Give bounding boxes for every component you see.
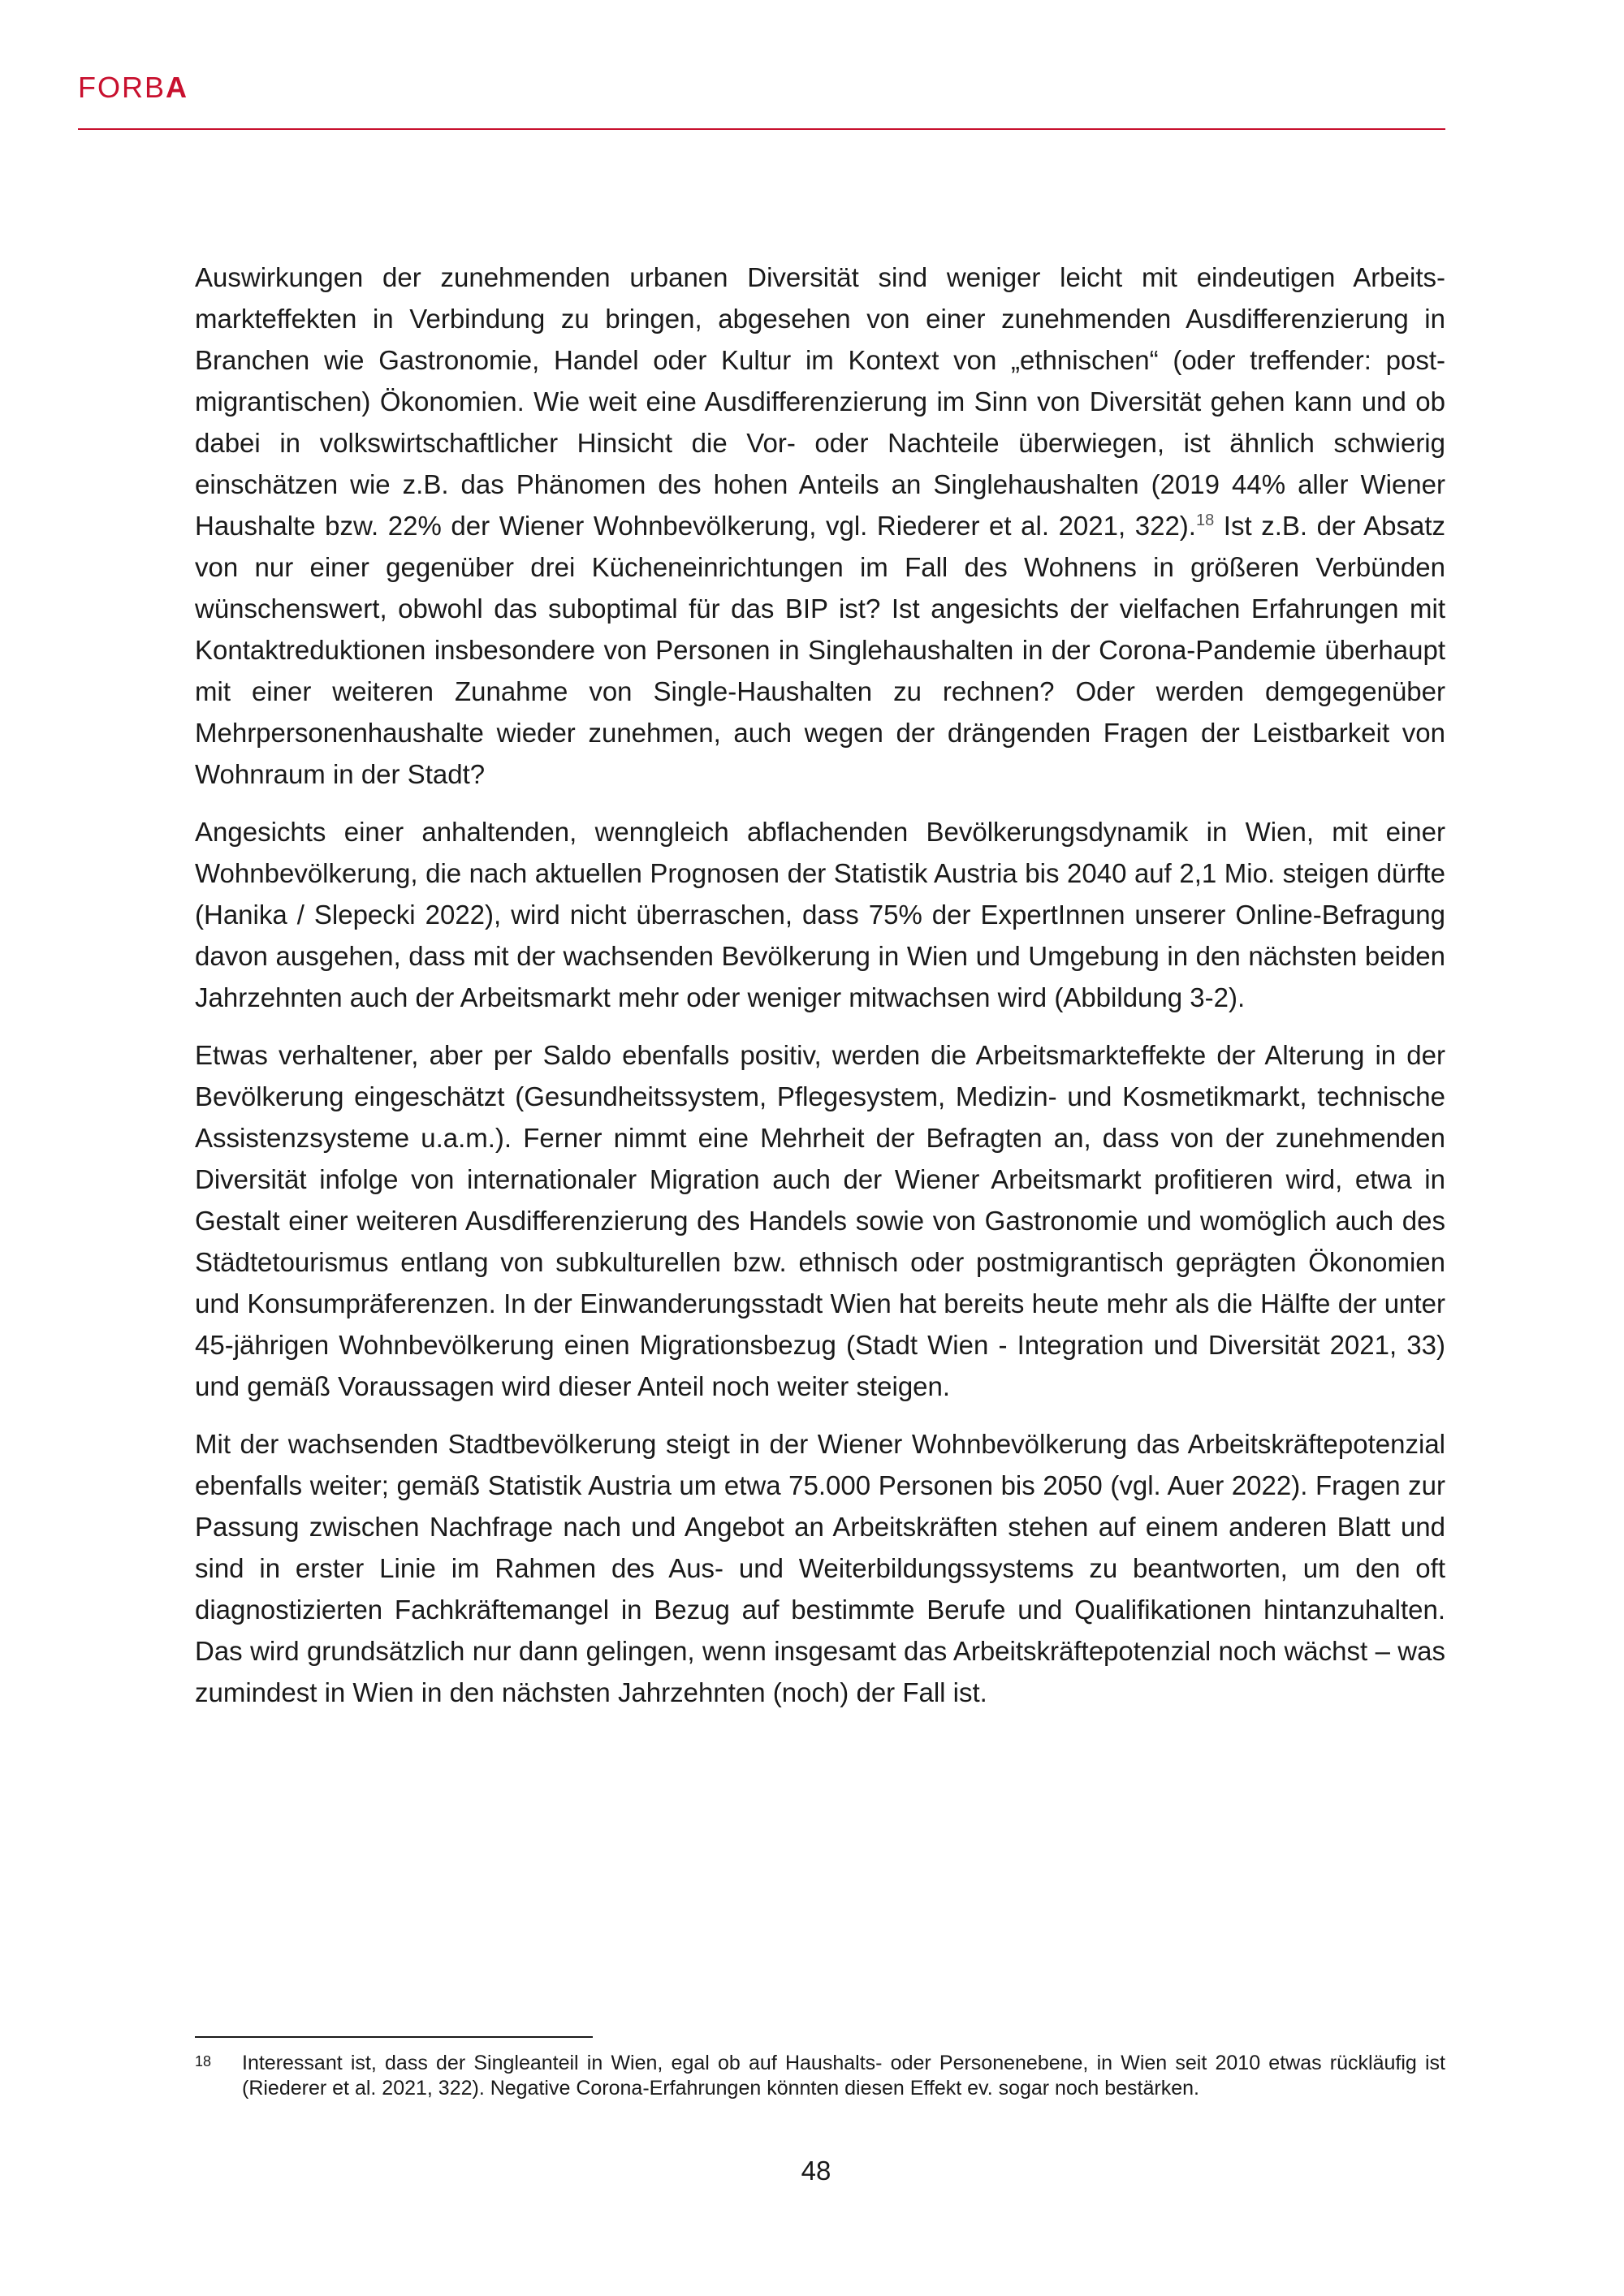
header-logo: [78, 71, 188, 104]
footnote: [195, 2051, 1445, 2101]
page-number: 48: [801, 2156, 831, 2186]
footnote-number: 18: [195, 2053, 212, 2069]
paragraph-3: Etwas verhaltener, aber per Saldo ebenfalls positiv, werden die Arbeitsmarkteffekte der Alterung in der Bevölkerung eingeschätzt (Gesundheitssystem, Pflegesystem, Medizin- und Kosmetikmarkt, technische Assistenzsysteme u.a.m.). Ferner nimmt eine Mehrheit der Befragten an, dass von der zunehmenden Diversität infolge von internationaler Migration auch der Wiener Arbeitsmarkt profitieren wird, etwa in Gestalt einer weiteren Ausdifferenzierung des Handels sowie von Gastronomie und womöglich auch des Städtetourismus entlang von subkulturellen bzw. ethnisch oder postmigrantisch geprägten Ökonomien und Konsumpräferenzen. In der Einwanderungsstadt Wien hat bereits heute mehr als die Hälfte der unter 45-jährigen Wohnbevölkerung einen Migrationsbezug (Stadt Wien - Integration und Diversität 2021, 33) und gemäß Voraussagen wird dieser Anteil noch weiter steigen.: [195, 1040, 1445, 1401]
paragraph-1-text-a: Auswirkungen der zunehmenden urbanen Diversität sind weniger leicht mit eindeutigen Arbeitsmarkteffekten in Verbindung zu bringen, abgesehen von einer zunehmenden Ausdifferenzierung in Branchen wie Gastronomie, Handel oder Kultur im Kontext von „ethnischen“ (oder treffender: postmigrantischen) Ökonomien. Wie weit eine Ausdifferenzierung im Sinn von Diversität gehen kann und ob dabei in volkswirtschaftlicher Hinsicht die Vor- oder Nachteile überwiegen, ist ähnlich schwierig einschätzen wie z.B. das Phänomen des hohen Anteils an Singlehaushalten (2019 44% aller Wiener Haushalte bzw. 22% der Wiener Wohnbevölkerung, vgl. Riederer et al. 2021, 322).: [195, 262, 1445, 541]
logo-text-main: FORB: [78, 71, 166, 104]
logo-text-accent: A: [166, 71, 189, 104]
header-divider: [78, 128, 1445, 130]
footnote-divider: [195, 2036, 593, 2038]
footnote-reference[interactable]: 18: [1195, 511, 1215, 529]
paragraph-2: Angesichts einer anhaltenden, wenngleich abflachenden Bevölkerungsdynamik in Wien, mit einer Wohnbevölkerung, die nach aktuellen Prognosen der Statistik Austria bis 2040 auf 2,1 Mio. steigen dürfte (Hanika / Slepecki 2022), wird nicht überraschen, dass 75% der ExpertInnen unserer Online-Befragung davon ausgehen, dass mit der wachsenden Bevölkerung in Wien und Umgebung in den nächsten beiden Jahrzehnten auch der Arbeitsmarkt mehr oder weniger mitwachsen wird (Abbildung 3-2).: [195, 817, 1445, 1012]
paragraph-4: Mit der wachsenden Stadtbevölkerung steigt in der Wiener Wohnbevölkerung das Arbeitskräftepotenzial ebenfalls weiter; gemäß Statistik Austria um etwa 75.000 Personen bis 2050 (vgl. Auer 2022). Fragen zur Passung zwischen Nachfrage nach und Angebot an Arbeitskräften stehen auf einem anderen Blatt und sind in erster Linie im Rahmen des Aus- und Weiterbildungssystems zu beantworten, um den oft diagnostizierten Fachkräftemangel in Bezug auf bestimmte Berufe und Qualifikationen hintanzuhalten. Das wird grundsätzlich nur dann gelingen, wenn insgesamt das Arbeitskräftepotenzial noch wächst – was zumindest in Wien in den nächsten Jahrzehnten (noch) der Fall ist.: [195, 1429, 1445, 1707]
main-body: [195, 257, 1445, 1729]
footnote-text: Interessant ist, dass der Singleanteil in Wien, egal ob auf Haushalts- oder Personenebene, in Wien seit 2010 etwas rückläufig ist (Riederer et al. 2021, 322). Negative Corona-Erfahrungen könnten diesen Effekt ev. sogar noch bestärken.: [242, 2052, 1445, 2100]
paragraph-1-text-b: Ist z.B. der Absatz von nur einer gegenüber drei Kücheneinrichtungen im Fall des Wohnens in größeren Verbünden wünschenswert, obwohl das suboptimal für das BIP ist? Ist angesichts der vielfachen Erfahrungen mit Kontaktreduktionen insbesondere von Personen in Singlehaushalten in der Corona-Pandemie überhaupt mit einer weiteren Zunahme von Single-Haushalten zu rechnen? Oder werden demgegenüber Mehrpersonenhaushalte wieder zunehmen, auch wegen der drängenden Fragen der Leistbarkeit von Wohnraum in der Stadt?: [195, 511, 1445, 789]
paragraph-1: [195, 257, 1445, 795]
